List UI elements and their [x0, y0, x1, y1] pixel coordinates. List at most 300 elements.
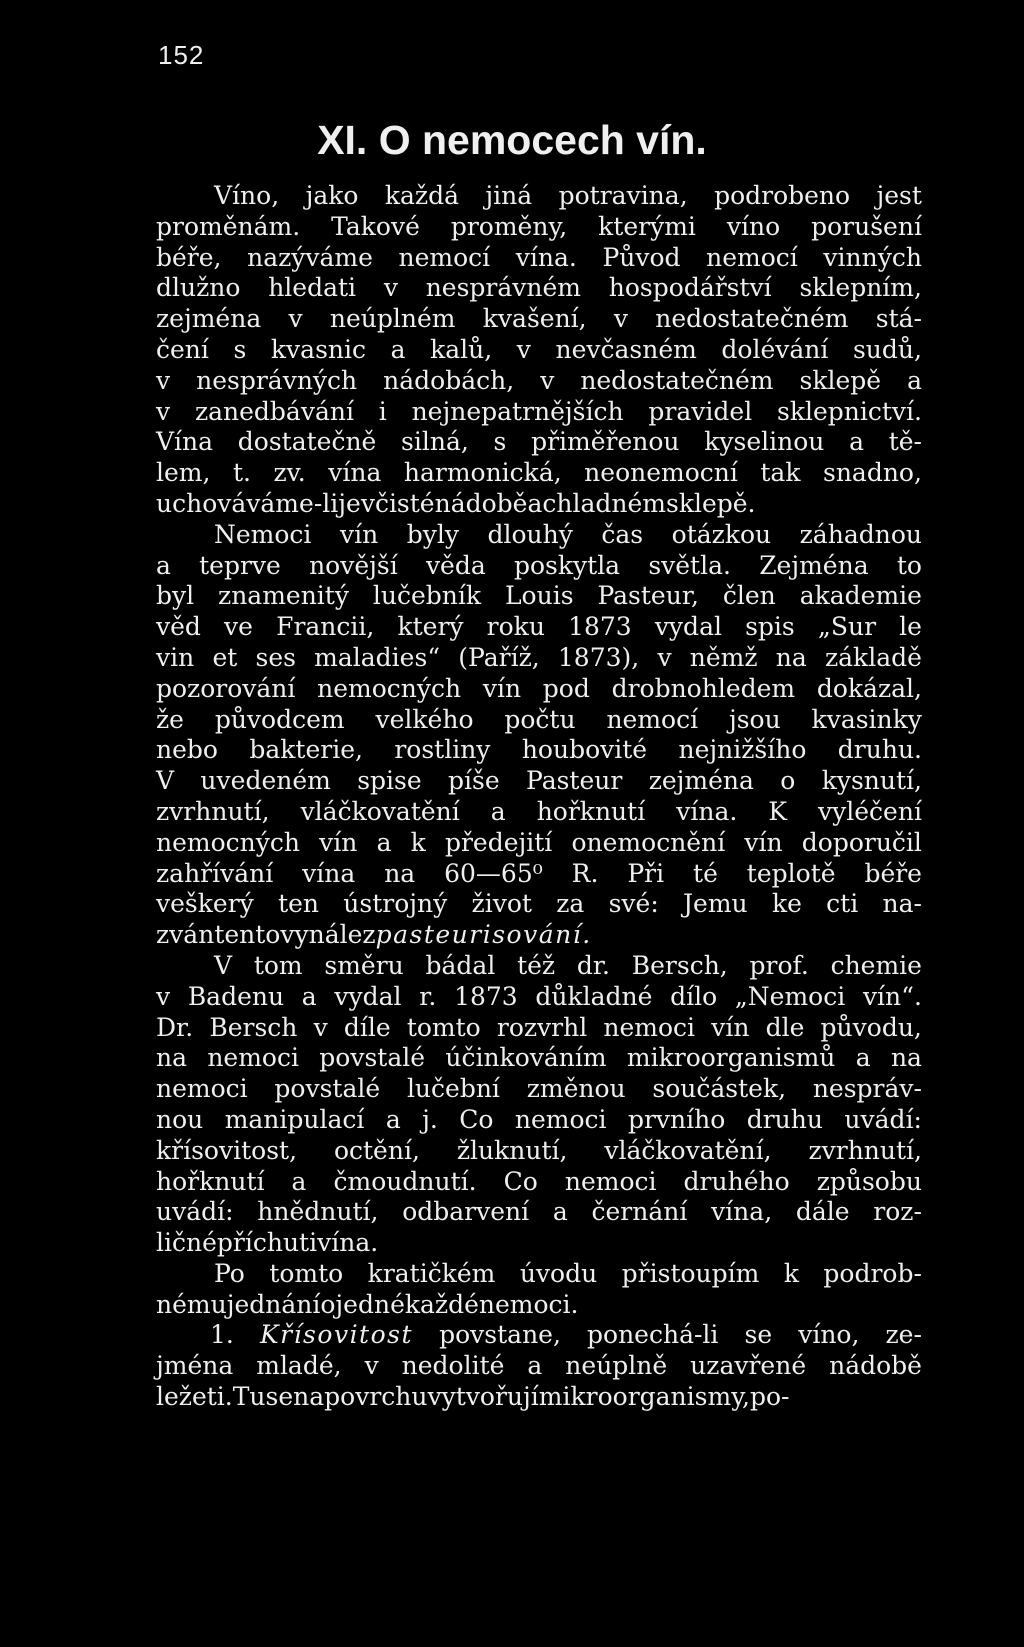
word: po- [749, 1382, 790, 1412]
word: žluknutí, [456, 1135, 568, 1165]
text-line [156, 889, 922, 920]
word: kalů, [430, 334, 493, 364]
text-line [156, 1167, 922, 1198]
word: s [493, 427, 507, 457]
word: Francii, [276, 612, 375, 642]
word: přistoupím [621, 1258, 760, 1288]
text-line [156, 397, 922, 428]
word: k [410, 827, 426, 857]
word: neonemocní [584, 458, 738, 488]
word: otázkou [671, 519, 772, 549]
word: hořknutí [156, 1166, 265, 1196]
word: houbovité [521, 735, 648, 765]
word: jsou [728, 704, 781, 734]
word: kvasnic [270, 334, 367, 364]
word: původu, [820, 1012, 922, 1042]
word: uvádí: [844, 1104, 922, 1134]
word: Jemu [683, 889, 748, 919]
word: mikroorganismů [626, 1043, 836, 1073]
word: hledati [268, 273, 357, 303]
word: manipulací [224, 1104, 365, 1134]
word: dle [765, 1012, 805, 1042]
word: život [471, 889, 532, 919]
word: nou [156, 1104, 204, 1134]
word: druhého [683, 1166, 790, 1196]
word: ústrojný [343, 889, 448, 919]
word: vína [302, 858, 356, 888]
word: na [384, 858, 416, 888]
word: sklepě [799, 365, 882, 395]
word: zvrhnutí, [808, 1135, 922, 1165]
text-line [156, 366, 922, 397]
word: chladném [542, 488, 666, 518]
word: to [896, 550, 922, 580]
word: i [378, 396, 387, 426]
word: nému [156, 1289, 227, 1319]
word: nemocí [606, 704, 699, 734]
word: nemoci [207, 1043, 299, 1073]
word: zanedbávání [194, 396, 354, 426]
word: přiměřenou [531, 427, 680, 457]
word: a [552, 1197, 568, 1227]
word: němž [689, 642, 758, 672]
word: ponechá-li [587, 1320, 719, 1350]
word: čisté [374, 488, 435, 518]
word: zejména [156, 304, 262, 334]
word: nedolité [401, 1351, 505, 1381]
word: béře [864, 858, 922, 888]
word: zván [156, 920, 215, 950]
word: j. [422, 1104, 438, 1134]
word: a [527, 488, 543, 518]
word: vyléčení [818, 796, 922, 826]
word: veškerý [156, 889, 254, 919]
text-line [156, 1382, 922, 1413]
word: teprve [199, 550, 281, 580]
word: kysnutí, [821, 766, 922, 796]
text-line [156, 304, 922, 335]
word: nejnepatrnějších [411, 396, 624, 426]
word: povrchu [324, 1382, 428, 1412]
word: že [156, 704, 184, 734]
word: nemoci [564, 1166, 657, 1196]
text-line [156, 705, 922, 736]
word: „Sur [817, 612, 877, 642]
word: světla. [648, 550, 731, 580]
word: ke [771, 889, 802, 919]
word: rozvrhl [496, 1012, 588, 1042]
word: předejití [444, 827, 553, 857]
word: vína. [676, 796, 738, 826]
text-line [156, 951, 922, 982]
word: hospodářství [608, 273, 772, 303]
word: každé [404, 1289, 479, 1319]
word: byl [156, 581, 195, 611]
word: béře, [156, 242, 222, 272]
word: o [320, 1289, 336, 1319]
word: povstalé [319, 1043, 426, 1073]
text-line [156, 551, 922, 582]
word: na- [882, 889, 922, 919]
page-number: 152 [158, 40, 205, 70]
word: vín [482, 673, 522, 703]
word: r. [419, 981, 437, 1011]
word: zejména [648, 766, 754, 796]
word: příchuti [216, 1228, 318, 1258]
word: 1873 [568, 612, 632, 642]
word: Zejména [759, 550, 869, 580]
word: vín [339, 519, 379, 549]
word: Vína [156, 427, 214, 457]
word: podrobeno [714, 181, 851, 210]
text-line [156, 1013, 922, 1044]
text-line [156, 828, 922, 859]
text-line [156, 859, 922, 890]
text-line [156, 1105, 922, 1136]
word: čmoudnutí. [333, 1166, 477, 1196]
word: byly [406, 519, 459, 549]
word: vláčkovatění [300, 796, 460, 826]
word: dolévání [721, 334, 829, 364]
word: ličné [156, 1228, 217, 1258]
word: a [156, 550, 171, 580]
word: roz- [873, 1197, 922, 1227]
word: sklepním, [799, 273, 922, 303]
word: pod [542, 673, 590, 703]
word: potravina, [558, 181, 688, 210]
word: drobnohledem [611, 673, 796, 703]
text-line [156, 643, 922, 674]
word: „Nemoci [734, 981, 846, 1011]
text-line [156, 581, 922, 612]
word: zv. [273, 458, 306, 488]
word: věd [156, 612, 201, 642]
word: Po [214, 1258, 245, 1288]
word: Co [503, 1166, 538, 1196]
word: té [693, 858, 718, 888]
word: v [516, 334, 531, 364]
word: Bersch [209, 1012, 298, 1042]
word: novější [309, 550, 398, 580]
word: neúplně [565, 1351, 668, 1381]
word: nespráv- [812, 1074, 922, 1104]
word: le [899, 612, 922, 642]
text-line [156, 1290, 922, 1321]
word: který [397, 612, 464, 642]
word: díle [343, 1012, 391, 1042]
word: sudů, [852, 334, 922, 364]
word: dlužno [156, 273, 241, 303]
word: směru [324, 950, 404, 980]
word: tom [253, 950, 303, 980]
text-line [156, 1320, 922, 1351]
word: neúplném [329, 304, 456, 334]
word: K [768, 796, 787, 826]
word: Bersch, [631, 950, 728, 980]
word: poskytla [513, 550, 621, 580]
text-line [156, 1259, 922, 1290]
word: a [291, 1166, 307, 1196]
word: o [780, 766, 796, 796]
text-line [156, 612, 922, 643]
word: povstalé [274, 1074, 381, 1104]
text-line [156, 1043, 922, 1074]
text-line [156, 489, 922, 520]
word: snadno, [822, 458, 922, 488]
word: uvedeném [200, 766, 331, 796]
word: doporučil [801, 827, 922, 857]
word: nemocí [398, 242, 491, 272]
word: maladies“ [314, 642, 441, 672]
word: Tu [232, 1382, 266, 1412]
text-line [156, 427, 922, 458]
word: hnědnutí, [257, 1197, 379, 1227]
word: Nemoci [214, 519, 312, 549]
word: způsobu [816, 1166, 922, 1196]
word: 1873), [557, 642, 640, 672]
word: zvrhnutí, [156, 796, 270, 826]
word: harmonická, [403, 458, 562, 488]
word: víno, [798, 1320, 860, 1350]
word: pozorování [156, 673, 296, 703]
word: vydal [654, 612, 722, 642]
word: úvodu [519, 1258, 598, 1288]
word: tento [214, 920, 281, 950]
word: nazýváme [247, 242, 373, 272]
text-line [156, 766, 922, 797]
word: a [301, 981, 317, 1011]
text-line [156, 920, 922, 951]
word: cti [826, 889, 859, 919]
word: nemocí [706, 242, 798, 272]
word: odbarvení [402, 1197, 530, 1227]
word: změnou [526, 1074, 626, 1104]
word: ten [278, 889, 320, 919]
word: v [613, 304, 629, 334]
word: tak [760, 458, 801, 488]
word: roku [486, 612, 545, 642]
word: porušení [811, 211, 922, 241]
word: důkladné [535, 981, 653, 1011]
word: víno [726, 211, 781, 241]
word: základě [824, 642, 922, 672]
word: prof. [749, 950, 809, 980]
text-line [156, 735, 922, 766]
word: nádobě [829, 1351, 922, 1381]
word: chemie [830, 950, 922, 980]
word: R. [571, 858, 599, 888]
word: a [849, 427, 864, 457]
word: v [540, 365, 555, 395]
word: dále [795, 1197, 850, 1227]
word: hořknutí [536, 796, 646, 826]
word: druhu [746, 1104, 823, 1134]
word: nádobě [434, 488, 528, 518]
word: kyselinou [704, 427, 825, 457]
word: tomto [269, 1258, 344, 1288]
word: (Paříž, [458, 642, 540, 672]
word: dokázal, [816, 673, 922, 703]
word: proměnám. [156, 211, 301, 241]
text-line [156, 243, 922, 274]
word: kratičkém [367, 1258, 496, 1288]
word: vin [156, 642, 195, 672]
word: a [907, 365, 922, 395]
word: vín [711, 1012, 750, 1042]
word: ses [255, 642, 296, 672]
word: jako [305, 181, 359, 210]
text-line [156, 181, 922, 212]
word: druhu. [837, 735, 922, 765]
word: se [265, 1382, 294, 1412]
word: vín [744, 827, 783, 857]
word: nebo [156, 735, 218, 765]
word: Pasteur, [597, 581, 699, 611]
word: povstane, [439, 1320, 561, 1350]
word: vína, [711, 1197, 773, 1227]
word: nádobách, [383, 365, 515, 395]
word: křísovitost, [156, 1135, 298, 1165]
word: sklepnictví. [777, 396, 922, 426]
text-line [156, 797, 922, 828]
word: tomto [406, 1012, 481, 1042]
word: kvašení, [482, 304, 587, 334]
word: vinných [823, 242, 922, 272]
word: V [214, 950, 233, 980]
word: lučebník [372, 581, 482, 611]
word: věda [425, 550, 486, 580]
word: vína. [317, 1228, 379, 1258]
text-line [156, 674, 922, 705]
word: onemocnění [571, 827, 726, 857]
word: Víno, [214, 181, 280, 210]
word: s [233, 334, 247, 364]
word: čas [601, 519, 644, 549]
text-line [156, 335, 922, 366]
word: zahřívání [156, 858, 274, 888]
word: sklepě. [665, 488, 756, 518]
word: své: [608, 889, 659, 919]
word: píše [448, 766, 500, 796]
text-line [156, 1351, 922, 1382]
word: počtu [504, 704, 576, 734]
word: lučební [406, 1074, 500, 1104]
text-line [156, 1136, 922, 1167]
text-line [156, 520, 922, 551]
word: jedné [335, 1289, 405, 1319]
word: Dr. [156, 1012, 194, 1042]
word: v [360, 488, 375, 518]
text-line [156, 212, 922, 243]
word: jiná [485, 181, 533, 210]
word: nedostatečném [655, 304, 849, 334]
word: a [385, 1104, 401, 1134]
word: v [156, 981, 171, 1011]
word: nemoci [514, 1104, 607, 1134]
word: Pasteur [526, 766, 623, 796]
word: na [775, 642, 807, 672]
text-line [156, 1197, 922, 1228]
word: jména [156, 1351, 234, 1381]
word: v [313, 1012, 328, 1042]
text-line [156, 273, 922, 304]
word: vytvořují [427, 1382, 539, 1412]
word: dílo [670, 981, 718, 1011]
word: octění, [333, 1135, 420, 1165]
word: Při [627, 858, 665, 888]
word: člen [722, 581, 776, 611]
word: et [212, 642, 238, 672]
text-line [156, 458, 922, 489]
word: se [744, 1320, 773, 1350]
word: též [517, 950, 556, 980]
word: a [376, 827, 392, 857]
word: a [527, 1351, 543, 1381]
word: součástek, [652, 1074, 787, 1104]
word: 1. [210, 1320, 234, 1350]
word: Původ [602, 242, 681, 272]
word: ve [224, 612, 253, 642]
word: kvasinky [811, 704, 922, 734]
word: k [783, 1258, 799, 1288]
word: a [855, 1043, 871, 1073]
word: v [364, 1351, 379, 1381]
word: mladé, [256, 1351, 342, 1381]
word: v [288, 304, 303, 334]
word: nemoci. [478, 1289, 579, 1319]
word: jest [876, 181, 922, 210]
word: nemoci [156, 1074, 248, 1104]
word: Louis [504, 581, 574, 611]
word: mikroorganismy, [538, 1382, 750, 1412]
word: podrob- [823, 1258, 922, 1288]
word: proměny, [450, 211, 568, 241]
text-line [156, 1228, 922, 1259]
word: ze- [885, 1320, 922, 1350]
word: vín [319, 827, 358, 857]
word: vynález [280, 920, 376, 950]
word: kterými [598, 211, 696, 241]
body-text [156, 181, 922, 1413]
word: spis [745, 612, 795, 642]
word: původcem [214, 704, 345, 734]
word: na [156, 1043, 188, 1073]
word: prvního [627, 1104, 726, 1134]
word: velkého [375, 704, 474, 734]
word: znamenitý [218, 581, 349, 611]
word: bakterie, [249, 735, 363, 765]
word: spise [357, 766, 422, 796]
word: Co [459, 1104, 494, 1134]
word: je [338, 488, 361, 518]
word: vína. [515, 242, 577, 272]
word: lem, [156, 458, 211, 488]
word: t. [232, 458, 251, 488]
word: uchováváme-li [156, 488, 339, 518]
word: 60—65⁰ [444, 858, 543, 888]
word: dostatečně [237, 427, 377, 457]
word: a [490, 796, 506, 826]
word: na [293, 1382, 325, 1412]
word: v [383, 273, 398, 303]
word: čení [156, 334, 209, 364]
word: uzavřené [690, 1351, 807, 1381]
word: nesprávném [425, 273, 582, 303]
word: V [156, 766, 175, 796]
word: nejnižšího [678, 735, 807, 765]
word: 1873 [454, 981, 518, 1011]
word: nemocných [317, 673, 462, 703]
